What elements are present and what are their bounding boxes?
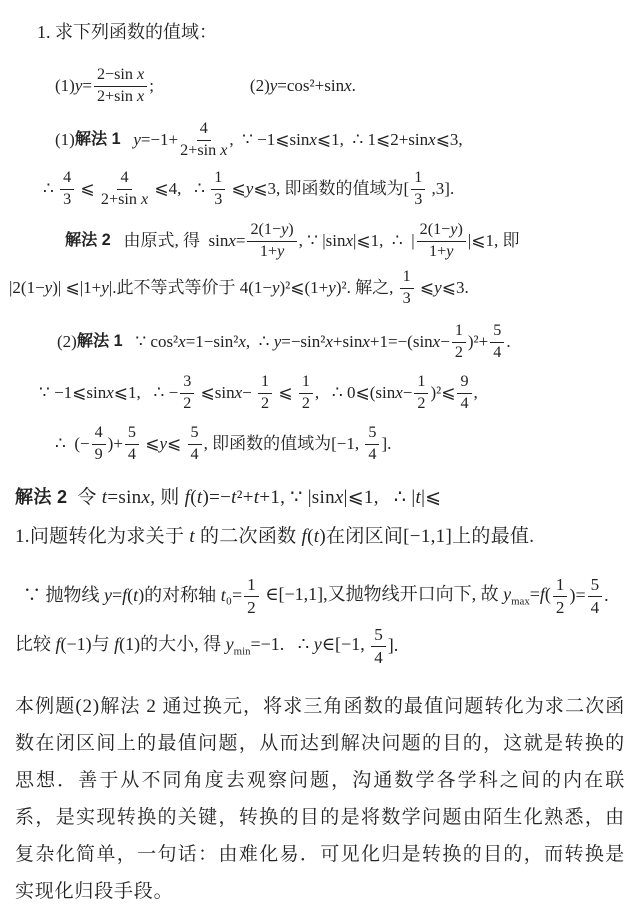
text-run: ,	[473, 382, 478, 402]
text-run: .	[506, 331, 511, 351]
fraction: $\frac{3}{2}$	[180, 373, 194, 413]
text-run: y=−1+	[133, 129, 179, 149]
text-run: ⩽	[274, 382, 297, 402]
fraction: $\frac{4}{\text{2+sin x}}$	[180, 119, 228, 159]
text-run: 令 t=sinx, 则 f(t)=−t²+t+1, ∵ |sinx|⩽1, ∴ |t|⩽	[67, 486, 442, 508]
fraction: $\frac{5}{4}$	[365, 424, 379, 464]
text-run: |⩽1, 即	[467, 230, 520, 250]
text-run: , 即函数的值域为[−1,	[203, 433, 364, 453]
fraction: $\frac{1}{3}$	[411, 169, 425, 209]
fraction: $\frac{5}{4}$	[371, 625, 386, 667]
text-run: ∵ −1⩽sinx⩽1, ∴ −	[39, 382, 179, 402]
text-run: ⩽y⩽	[140, 433, 186, 453]
method-label: 解法 2	[65, 231, 111, 250]
equation-2	[250, 60, 356, 112]
text-run: ].	[387, 635, 399, 656]
text-run: (1)y=	[55, 75, 92, 95]
fraction: $\frac{1}{3}$	[211, 169, 225, 209]
problem-statement	[37, 20, 625, 46]
text-run: ;	[149, 75, 154, 95]
text-run: ∴	[43, 178, 59, 198]
fraction: $\frac{5}{4}$	[188, 424, 202, 464]
part2-method2-step1	[15, 478, 625, 518]
function-equations-row	[55, 60, 625, 112]
part2-method2-step4	[15, 622, 625, 670]
text-run: ⩽4, ∴	[150, 178, 210, 198]
text-run: ∵ cos²x=1−sin²x, ∴ y=−sin²x+sinx+1=−(sinx−	[122, 331, 450, 351]
part2-method1-step2	[39, 368, 625, 418]
fraction: $\frac{1}{2}$	[414, 373, 428, 413]
text-run: ⩽	[76, 178, 99, 198]
text-run: ].	[381, 433, 392, 453]
equation-1	[55, 60, 154, 112]
text-run: (2)	[57, 331, 77, 351]
fraction: $\frac{4}{3}$	[60, 169, 74, 209]
fraction: $\frac{1}{2}$	[244, 575, 259, 617]
part1-method1-step2	[43, 164, 625, 214]
text-run: 1. 求下列函数的值域：	[37, 22, 217, 43]
fraction: $\frac{4}{\text{2+sin x}}$	[100, 168, 149, 208]
fraction: $\frac{2(1-y)}{1+y}$	[417, 221, 466, 261]
part2-method2-step2	[15, 518, 625, 556]
fraction: $\frac{5}{4}$	[490, 322, 504, 362]
text-run: |2(1−y)| ⩽|1+y|.此不等式等价于 4(1−y)²⩽(1+y)². 解之,	[9, 277, 398, 297]
text-run: ⩽y⩽3.	[415, 277, 469, 297]
text-run: )²⩽	[430, 382, 456, 402]
fraction: $\frac{5}{4}$	[588, 575, 603, 617]
method-label: 解法 1	[74, 130, 121, 149]
text-run: 1.问题转化为求关于 t 的二次函数 f(t)在闭区间[−1,1]上的最值.	[15, 525, 535, 547]
text-run: )²+	[467, 331, 489, 351]
method-label: 解法 1	[76, 332, 123, 351]
text-run: ,3].	[427, 178, 455, 198]
fraction: $\frac{9}{4}$	[457, 373, 471, 413]
fraction: $\frac{2(1-y)}{1+y}$	[247, 221, 296, 261]
text-run: )+	[107, 433, 123, 453]
fraction: $\frac{1}{2}$	[299, 373, 313, 413]
text-run: ∈[−1,1],又抛物线开口向下, 故 $y_{max}=f$(	[260, 583, 551, 608]
fraction: $\frac{5}{4}$	[125, 424, 139, 464]
part2-method2-step3	[23, 570, 625, 622]
fraction: $\frac{1}{3}$	[400, 268, 414, 308]
text-run: (2)y=cos²+sinx.	[249, 75, 356, 95]
text-run: .	[604, 585, 609, 606]
fraction: $\frac{1}{2}$	[452, 322, 466, 362]
part2-method1-step3	[55, 418, 625, 470]
text-run: 比较 f(−1)与 f(1)的大小, 得 $y_{min}=-1$. ∴ y∈[−1,	[15, 633, 370, 658]
text-run: , ∴ 0⩽(sinx−	[314, 382, 413, 402]
method-label: 解法 2	[15, 487, 68, 508]
text-run: (1)	[55, 129, 75, 149]
part1-method1-step1	[55, 116, 625, 164]
text-run: ⩽sinx−	[196, 382, 257, 402]
text-run: )=	[569, 585, 586, 606]
text-run: ∴ (−	[55, 433, 90, 453]
part1-method2-step1	[65, 216, 625, 266]
fraction: $\frac{4}{9}$	[92, 424, 106, 464]
fraction: $\frac{\text{2−sin x}}{\text{2+sin x}}$	[94, 66, 147, 106]
part1-method2-step2	[9, 266, 625, 310]
fraction: $\frac{1}{2}$	[553, 575, 568, 617]
text-run: , ∵ |sinx|⩽1, ∴ |	[298, 230, 415, 250]
fraction: $\frac{1}{2}$	[258, 373, 272, 413]
text-run: , ∵ −1⩽sinx⩽1, ∴ 1⩽2+sinx⩽3,	[229, 129, 463, 149]
remark-paragraph: 本例题(2)解法 2 通过换元，将求三角函数的最值问题转化为求二次函数在闭区间上的最值问题，从而达到解决问题的目的，这就是转换的思想．善于从不同角度去观察问题，沟通数学各学科之间的内在联系，是实现转换的关键，转换的目的是将数学问题由陌生化熟悉，由复杂化简单，一句话：由难化易．可见化归是转换的目的，而转换是实现化归段手段。	[15, 696, 625, 902]
text-run: ⩽y⩽3, 即函数的值域为[	[227, 178, 410, 198]
text-run: 由原式, 得 sinx=	[110, 230, 246, 250]
text-run: ∵ 抛物线 y=f(t)的对称轴 t₀=	[23, 585, 243, 606]
part2-method1-step1	[57, 316, 625, 368]
